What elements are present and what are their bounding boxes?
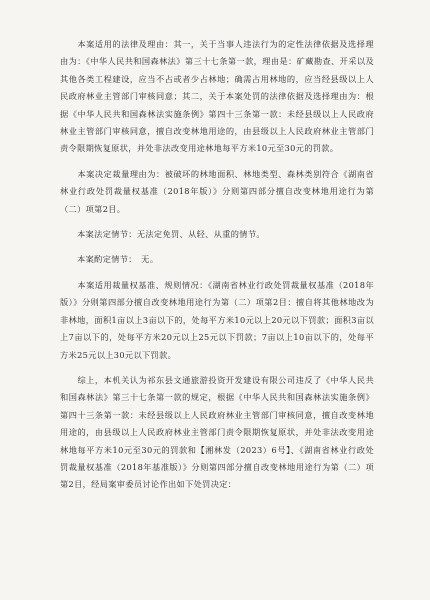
- paragraph-discretion-standard: 本案适用裁量权基准、规则情况：《湖南省林业行政处罚裁量权基准（2018年版）》分则第四部分擅自改变林地用途行为第（二）项第2目：擅自将其他林地改为非林地，面积1亩以上3亩以下的，处每平方米10元以上20元以下罚款；面积3亩以上7亩以下的，处每平方米20元以上25元以下罚款；7亩以上10亩以下的，处每平方米25元以上30元以下罚款。: [60, 279, 374, 360]
- paragraph-discretion-reason: 本案决定裁量理由为：被破坏的林地面积、林地类型、森林类别符合《湖南省林业行政处罚裁量权基准（2018年版）》分则第四部分擅自改变林地用途行为第（二）项第2目。: [60, 168, 374, 214]
- paragraph-discretionary-circumstances: 本案酌定情节： 无。: [60, 254, 159, 265]
- paragraph-legal-basis: 本案适用的法律及理由：其一，关于当事人违法行为的定性法律依据及选择理由为：《中华人民共和国森林法》第三十七条第一款，理由是：矿藏勘查、开采以及其他各类工程建设，应当不占或者少占林地；确需占用林地的，应当经县级以上人民政府林业主管部门审核同意；其二，关于本案处罚的法律依据及选择理由为：根据《中华人民共和国森林法实施条例》第四十三条第一款：未经县级以上人民政府林业主管部门审核同意，擅自改变林地用途的，由县级以上人民政府林业主管部门责令限期恢复原状，并处非法改变用途林地每平方米10元至30元的罚款。: [60, 39, 374, 154]
- paragraph-statutory-circumstances: 本案法定情节：无法定免罚、从轻、从重的情节。: [60, 229, 265, 240]
- paragraph-conclusion: 综上，本机关认为祁东县文通旅游投资开发建设有限公司违反了《中华人民共和国森林法》第三十七条第一款的规定，根据《中华人民共和国森林法实施条例》第四十三条第一款：未经县级以上人民政府林业主管部门审核同意，擅自改变林地用途的，由县级以上人民政府林业主管部门责令限期恢复原状，并处非法改变用途林地每平方米10元至30元的罚款和【湘林发（2023）6号】、《湖南省林业行政处罚裁量权基准（2018年基准版）》分则第四部分擅自改变林地用途行为第（二）项第2目，经局案审委员讨论作出如下处罚决定：: [60, 374, 374, 490]
